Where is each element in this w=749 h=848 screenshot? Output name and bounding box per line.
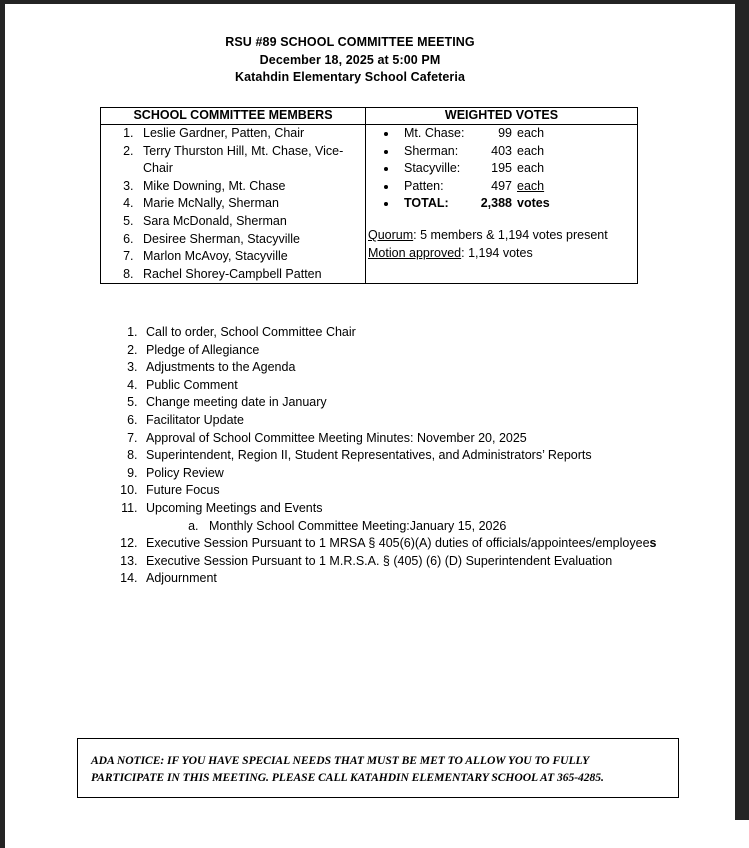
agenda-item: 4. Public Comment bbox=[141, 377, 711, 395]
motion-label: Motion approved bbox=[368, 245, 462, 260]
committee-member-item: 3. Mike Downing, Mt. Chase bbox=[137, 178, 365, 196]
agenda-item: 12. Executive Session Pursuant to 1 MRSA § 405(6)(A) duties of officials/appointees/employees bbox=[141, 535, 711, 553]
agenda-sub-list bbox=[146, 518, 711, 536]
ada-notice-box bbox=[77, 738, 679, 798]
weighted-vote-item: • Sherman: 403 each bbox=[398, 143, 637, 161]
committee-member-item: 5. Sara McDonald, Sherman bbox=[137, 213, 365, 231]
agenda-item: 3. Adjustments to the Agenda bbox=[141, 359, 711, 377]
agenda-item: 14. Adjournment bbox=[141, 570, 711, 588]
agenda-item: 11. Upcoming Meetings and Events a. Monthly School Committee Meeting:January 15, 2026 bbox=[141, 500, 711, 535]
weighted-votes-list bbox=[366, 125, 637, 213]
quorum-value: : 5 members & 1,194 votes present bbox=[413, 227, 608, 242]
members-cell bbox=[101, 125, 366, 284]
quorum-motion-block bbox=[366, 227, 637, 262]
quorum-label: Quorum bbox=[368, 227, 414, 242]
agenda-list bbox=[111, 324, 711, 588]
ada-notice-line-1: ADA NOTICE: IF YOU HAVE SPECIAL NEEDS THAT MUST BE MET TO ALLOW YOU TO FULLY bbox=[91, 754, 590, 767]
weighted-vote-item: • Patten: 497 each bbox=[398, 178, 637, 196]
committee-member-item: 6. Desiree Sherman, Stacyville bbox=[137, 231, 365, 249]
ada-notice-line-2: PARTICIPATE IN THIS MEETING. PLEASE CALL KATAHDIN ELEMENTARY SCHOOL AT 365-4285. bbox=[91, 770, 604, 784]
committee-member-item: 2. Terry Thurston Hill, Mt. Chase, Vice-Chair bbox=[137, 143, 365, 178]
table-header-row bbox=[101, 108, 638, 125]
document-heading bbox=[5, 34, 695, 87]
agenda-item: 2. Pledge of Allegiance bbox=[141, 342, 711, 360]
agenda-item: 13. Executive Session Pursuant to 1 M.R.S.A. § (405) (6) (D) Superintendent Evaluation bbox=[141, 553, 711, 571]
motion-line bbox=[368, 245, 637, 263]
committee-member-item: 7. Marlon McAvoy, Stacyville bbox=[137, 248, 365, 266]
column-header-votes: WEIGHTED VOTES bbox=[366, 108, 638, 125]
document-page bbox=[5, 4, 735, 848]
motion-value: : 1,194 votes bbox=[461, 245, 533, 260]
agenda-item: 10. Future Focus bbox=[141, 482, 711, 500]
votes-cell bbox=[366, 125, 638, 284]
committee-info-table bbox=[100, 107, 638, 284]
agenda-item: 8. Superintendent, Region II, Student Representatives, and Administrators’ Reports bbox=[141, 447, 711, 465]
committee-member-item: 4. Marie McNally, Sherman bbox=[137, 195, 365, 213]
ada-notice-text bbox=[91, 753, 669, 786]
committee-members-list bbox=[101, 125, 365, 283]
committee-member-item: 8. Rachel Shorey-Campbell Patten bbox=[137, 266, 365, 284]
weighted-vote-item: • TOTAL: 2,388 votes bbox=[398, 195, 637, 213]
quorum-line bbox=[368, 227, 637, 245]
agenda-sub-item: a. Monthly School Committee Meeting:January 15, 2026 bbox=[202, 518, 711, 536]
agenda-item: 1. Call to order, School Committee Chair bbox=[141, 324, 711, 342]
column-header-members: SCHOOL COMMITTEE MEMBERS bbox=[101, 108, 366, 125]
agenda-item: 7. Approval of School Committee Meeting Minutes: November 20, 2025 bbox=[141, 430, 711, 448]
heading-title: RSU #89 SCHOOL COMMITTEE MEETING bbox=[225, 35, 475, 49]
agenda-item: 6. Facilitator Update bbox=[141, 412, 711, 430]
agenda-item: 5. Change meeting date in January bbox=[141, 394, 711, 412]
table-body-row bbox=[101, 125, 638, 284]
viewer-edge-right bbox=[735, 0, 749, 820]
agenda-section bbox=[111, 324, 711, 588]
weighted-vote-item: • Stacyville: 195 each bbox=[398, 160, 637, 178]
heading-datetime: December 18, 2025 at 5:00 PM bbox=[259, 52, 441, 67]
weighted-vote-item: • Mt. Chase: 99 each bbox=[398, 125, 637, 143]
heading-location: Katahdin Elementary School Cafeteria bbox=[234, 70, 466, 84]
agenda-item-bold-suffix: s bbox=[649, 536, 657, 551]
committee-member-item: 1. Leslie Gardner, Patten, Chair bbox=[137, 125, 365, 143]
agenda-item: 9. Policy Review bbox=[141, 465, 711, 483]
